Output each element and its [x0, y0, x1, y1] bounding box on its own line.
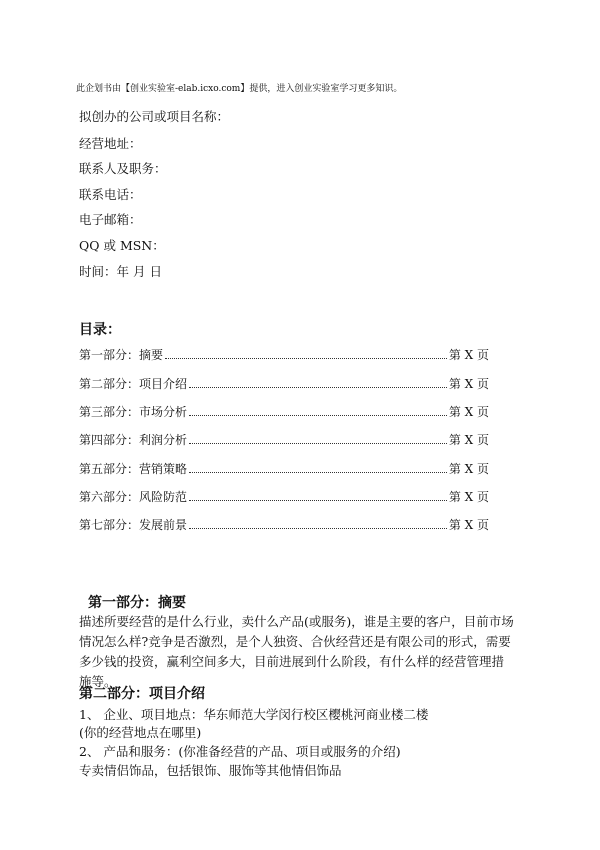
qq-msn-field: QQ 或 MSN：: [79, 238, 165, 253]
toc-title: 目录：: [79, 322, 121, 338]
section-1-paragraph: [79, 612, 514, 692]
header-note: 此企划书由【创业实验室-elab.icxo.com】提供，进入创业实验室学习更多知识。: [76, 84, 403, 94]
section-1-paragraph-text: 描述所要经营的是什么行业，卖什么产品(或服务)，谁是主要的客户，目前市场情况怎么样?竞争是否激烈，是个人独资、合伙经营还是有限公司的形式，需要多少钱的投资，赢利空间多大，目前进展到什么阶段，有什么样的经营管理措施等。: [79, 614, 514, 689]
toc-item: [79, 489, 489, 505]
toc-item-label: 第三部分：市场分析: [79, 405, 188, 419]
section-2-line: 1、 企业、项目地点：华东师范大学闵行校区樱桃河商业楼二楼: [79, 707, 429, 722]
toc-leader-dots: [165, 357, 447, 359]
toc-item-page: 第 X 页: [448, 405, 489, 419]
toc-leader-dots: [189, 386, 447, 388]
toc-item-page: 第 X 页: [448, 433, 489, 447]
toc-item: [79, 404, 489, 420]
business-address-field: 经营地址：: [79, 136, 142, 151]
toc-item: [79, 376, 489, 392]
toc-leader-dots: [189, 499, 447, 501]
section-1-heading: 第一部分：摘要: [88, 595, 186, 611]
toc-item-page: 第 X 页: [448, 518, 489, 532]
toc-item-label: 第一部分：摘要: [79, 348, 164, 362]
toc-item-page: 第 X 页: [448, 490, 489, 504]
toc-leader-dots: [189, 471, 447, 473]
contact-phone-field: 联系电话：: [79, 187, 142, 202]
date-field: 时间：年 月 日: [79, 264, 162, 279]
section-2-line: 专卖情侣饰品，包括银饰、服饰等其他情侣饰品: [79, 763, 342, 778]
company-name-field: 拟创办的公司或项目名称：: [79, 109, 230, 124]
toc-item-page: 第 X 页: [448, 462, 489, 476]
toc-item: [79, 517, 489, 533]
toc-item: [79, 347, 489, 363]
toc-item-label: 第七部分：发展前景: [79, 518, 188, 532]
toc-item-page: 第 X 页: [448, 348, 489, 362]
toc-item-label: 第五部分：营销策略: [79, 462, 188, 476]
toc-item-label: 第二部分：项目介绍: [79, 377, 188, 391]
email-field: 电子邮箱：: [79, 212, 142, 227]
contact-person-field: 联系人及职务：: [79, 161, 167, 176]
section-2-line: 2、 产品和服务：(你准备经营的产品、项目或服务的介绍): [79, 744, 401, 759]
section-2-line: (你的经营地点在哪里): [79, 725, 202, 740]
toc-item: [79, 461, 489, 477]
toc-item-page: 第 X 页: [448, 377, 489, 391]
toc-leader-dots: [189, 414, 447, 416]
toc-leader-dots: [189, 442, 447, 444]
section-2-heading: 第二部分：项目介绍: [79, 686, 205, 702]
toc-item-label: 第四部分：利润分析: [79, 433, 188, 447]
toc-item: [79, 432, 489, 448]
toc-leader-dots: [189, 527, 447, 529]
toc-item-label: 第六部分：风险防范: [79, 490, 188, 504]
